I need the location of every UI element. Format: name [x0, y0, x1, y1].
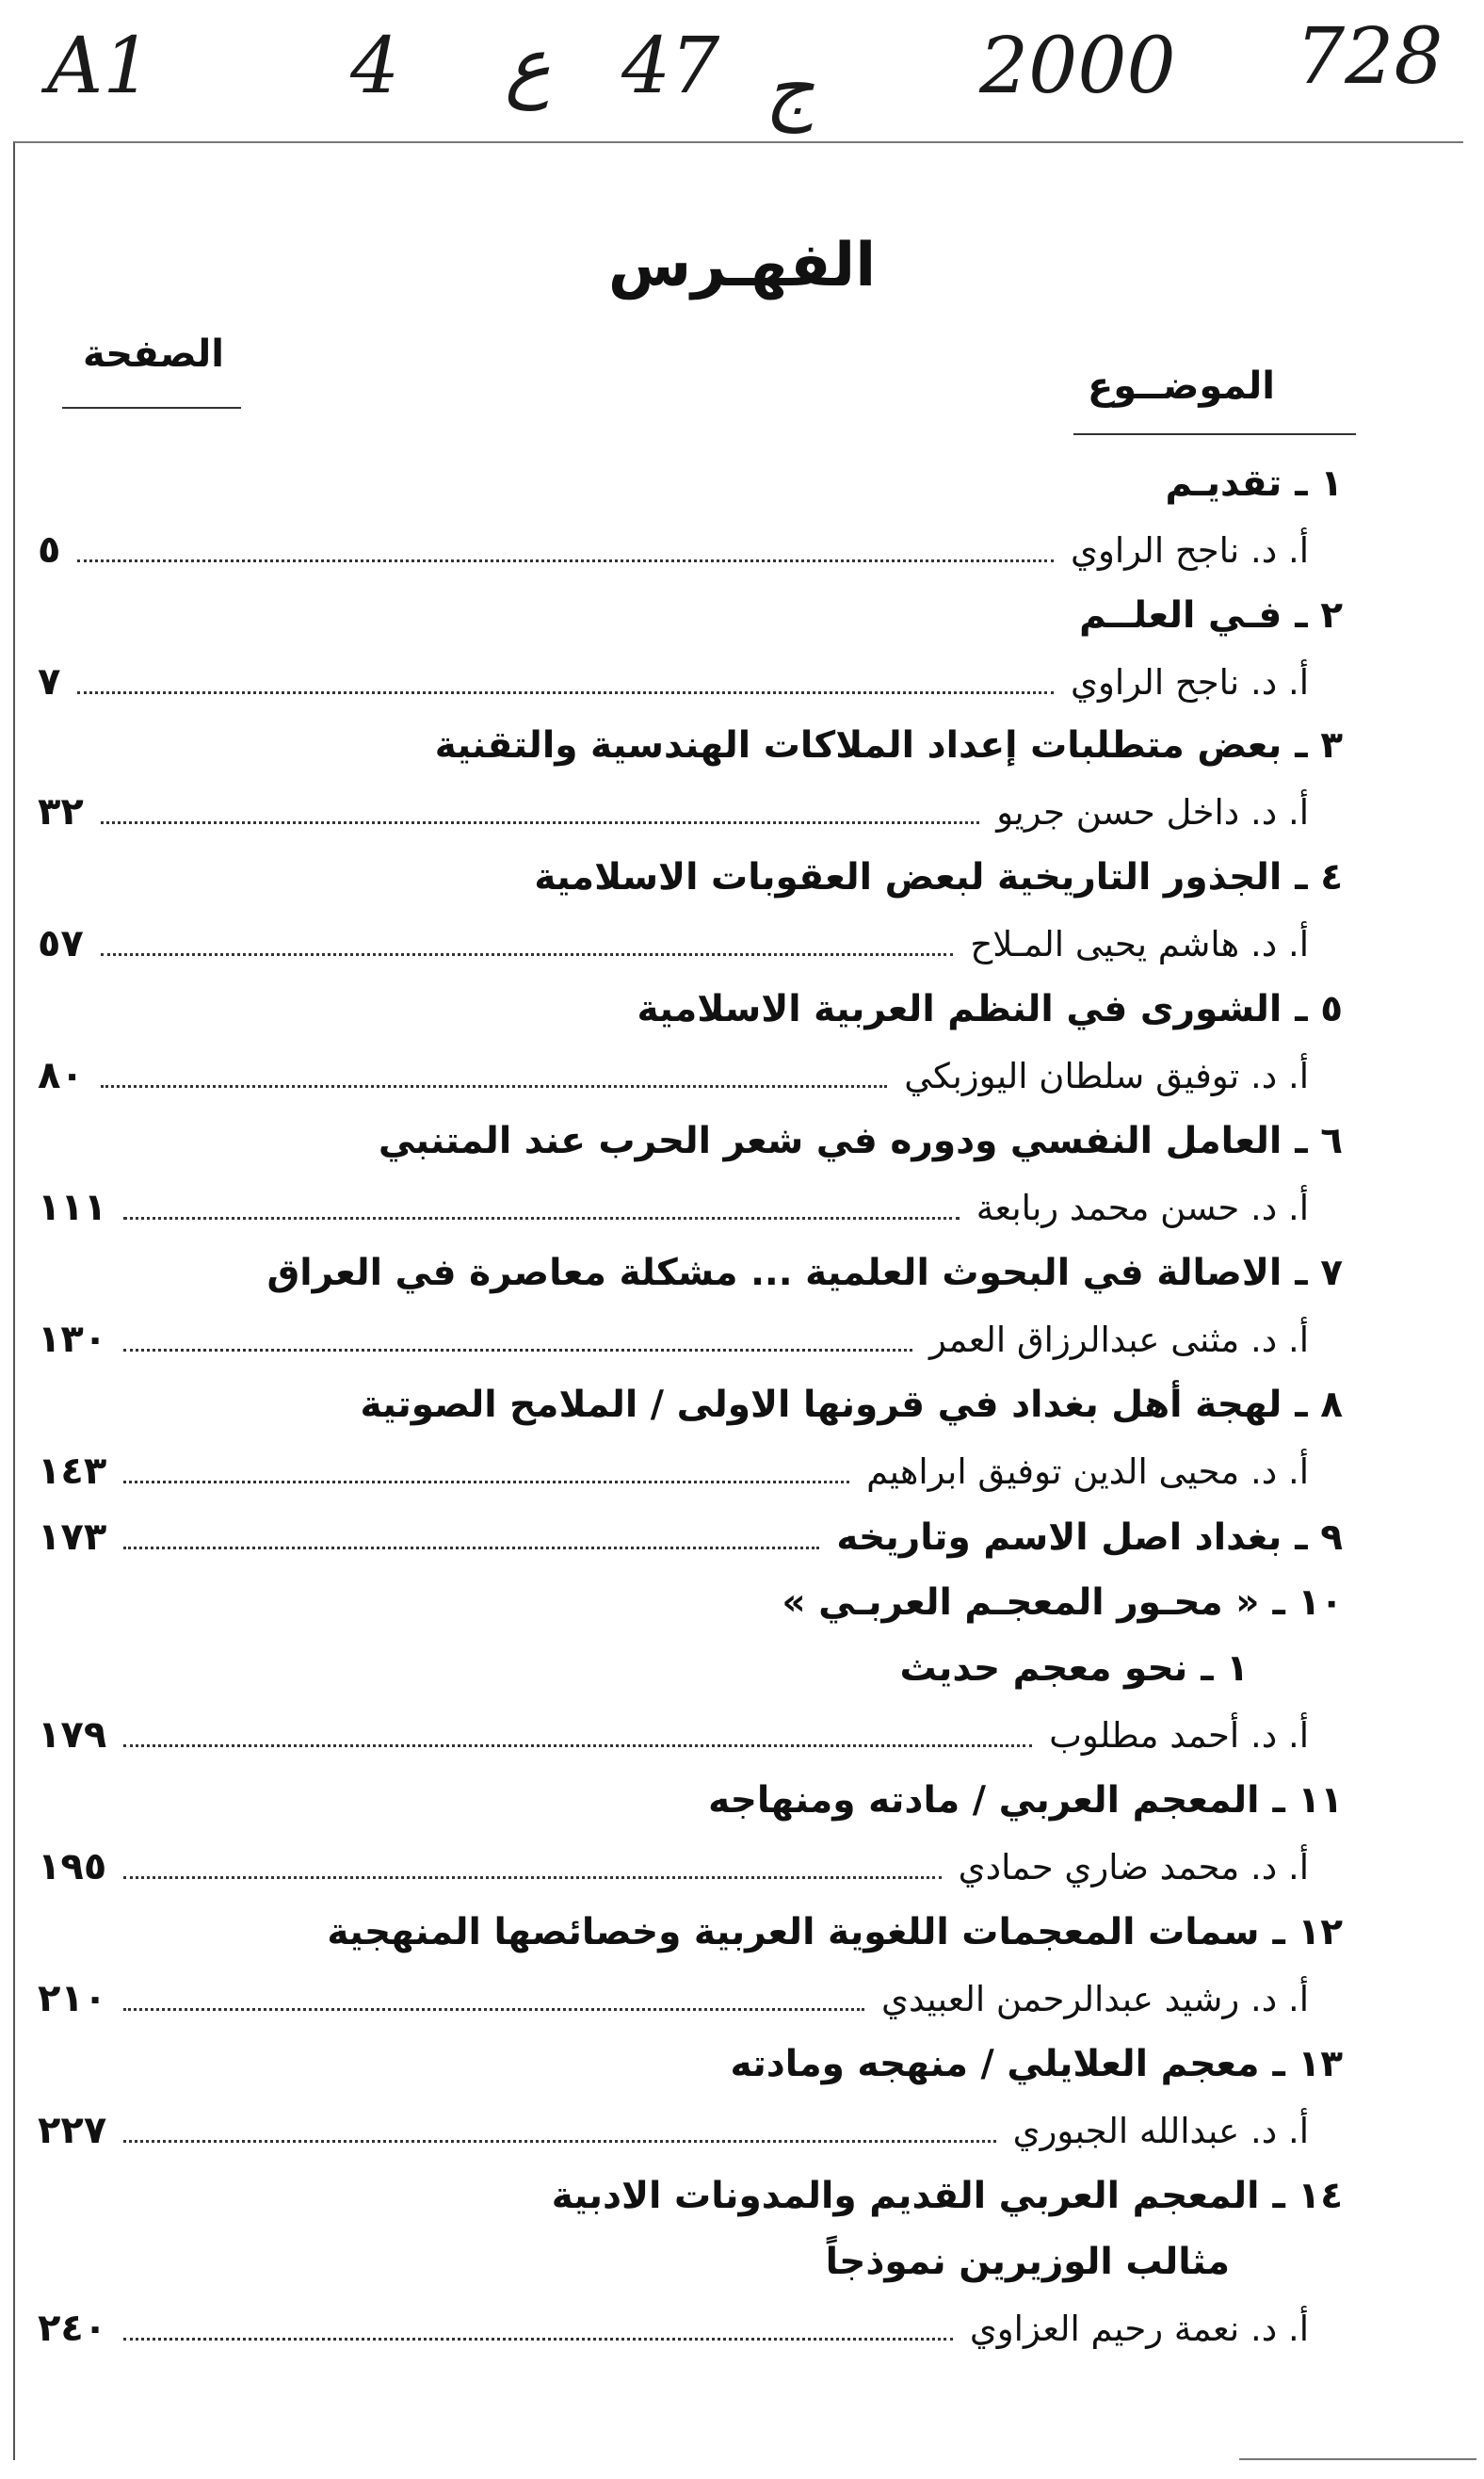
entry-title: سمات المعجمات اللغوية العربية وخصائصها المنهجية	[327, 1911, 1260, 1953]
toc-entry	[38, 712, 1343, 780]
entry-page: ٢٤٠	[38, 2307, 107, 2350]
dot-leader	[123, 1976, 864, 2011]
entry-number: ١٣ ـ	[1272, 2043, 1343, 2085]
entry-author: أ. د. داخل حسن جريو	[996, 792, 1309, 833]
entry-author: أ. د. محيى الدين توفيق ابراهيم	[866, 1451, 1309, 1492]
entry-number: ٧ ـ	[1295, 1252, 1343, 1294]
entry-author: أ. د. نعمة رحيم العزاوي	[969, 2309, 1309, 2349]
toc-subentry	[38, 1635, 1249, 1703]
entry-number: ٨ ـ	[1295, 1384, 1343, 1426]
entry-page: ١٤٣	[38, 1450, 107, 1493]
dot-leader	[123, 1185, 959, 1220]
dot-leader	[77, 527, 1054, 562]
entry-number: ١ ـ	[1201, 1647, 1249, 1690]
toc-entry-continuation	[38, 2228, 1230, 2296]
toc-author-line	[38, 1701, 1343, 1769]
entry-title: نحو معجم حديث	[899, 1647, 1188, 1690]
entry-author: أ. د. هاشم يحيى المـلاح	[970, 924, 1309, 964]
toc-entry	[38, 450, 1343, 518]
toc-author-line	[38, 910, 1343, 978]
column-header-page: الصفحة	[83, 332, 225, 376]
entry-page: ٢٢٧	[38, 2109, 107, 2152]
entry-page: ١٧٩	[38, 1713, 107, 1757]
entry-title: مثالب الوزيرين نموذجاً	[825, 2241, 1230, 2283]
handwritten-number: 728	[1296, 12, 1444, 102]
toc-author-line	[38, 1305, 1343, 1373]
dot-leader	[123, 2108, 995, 2143]
dot-leader	[101, 921, 954, 956]
toc-author-line	[38, 1965, 1343, 2033]
dot-leader	[123, 1449, 849, 1483]
entry-page: ١٧٣	[38, 1515, 107, 1559]
dot-leader	[77, 659, 1054, 694]
entry-author: أ. د. أحمد مطلوب	[1049, 1715, 1309, 1756]
toc-entry	[38, 2031, 1343, 2098]
dot-leader	[101, 1053, 887, 1088]
dot-leader	[123, 1712, 1032, 1747]
entry-title: الشورى في النظم العربية الاسلامية	[637, 988, 1282, 1030]
dot-leader	[123, 1515, 819, 1549]
handwritten-code: ج	[765, 44, 815, 134]
entry-number: ١٢ ـ	[1272, 1911, 1343, 1953]
divider	[62, 407, 241, 409]
entry-number: ١٠ ـ	[1272, 1581, 1343, 1624]
entry-title: المعجم العربي / مادته ومنهاجه	[708, 1779, 1260, 1822]
entry-number: ٣ ـ	[1295, 724, 1343, 767]
toc-author-line	[38, 778, 1343, 846]
toc-entry	[38, 2163, 1343, 2230]
handwritten-code: A1	[47, 22, 153, 111]
dot-leader	[123, 2306, 953, 2341]
entry-author: أ. د. ناجح الراوي	[1071, 530, 1309, 571]
entry-page: ٨٠	[38, 1054, 84, 1097]
toc-author-line	[38, 2097, 1343, 2164]
toc-author-line	[38, 1437, 1343, 1505]
entry-number: ٤ ـ	[1295, 856, 1343, 899]
toc-author-line	[38, 2294, 1343, 2362]
toc-entry	[38, 1569, 1343, 1637]
toc-entry	[38, 582, 1343, 650]
toc-entry	[38, 844, 1343, 912]
entry-number: ١١ ـ	[1272, 1779, 1343, 1822]
entry-title: لهجة أهل بغداد في قرونها الاولى / الملامح الصوتية	[360, 1384, 1282, 1426]
entry-author: أ. د. ناجح الراوي	[1071, 662, 1309, 703]
toc-author-line	[38, 1042, 1343, 1110]
entry-title: بغداد اصل الاسم وتاريخه	[836, 1516, 1282, 1559]
entry-title: بعض متطلبات إعداد الملاكات الهندسية والتقنية	[434, 724, 1282, 767]
toc-author-line	[38, 648, 1343, 716]
entry-author: أ. د. عبدالله الجبوري	[1012, 2111, 1309, 2151]
entry-page: ٢١٠	[38, 1977, 107, 2020]
entry-page: ٥	[38, 528, 61, 572]
toc-author-line	[38, 1174, 1343, 1241]
entry-author: أ. د. رشيد عبدالرحمن العبيدي	[881, 1979, 1309, 2019]
toc-entry	[38, 1899, 1343, 1967]
entry-number: ٩ ـ	[1295, 1516, 1343, 1559]
handwritten-code: 4	[350, 22, 400, 111]
entry-title: المعجم العربي القديم والمدونات الادبية	[551, 2175, 1260, 2217]
toc-author-line	[38, 516, 1343, 584]
toc-author-line	[38, 1833, 1343, 1901]
entry-title: الجذور التاريخية لبعض العقوبات الاسلامية	[534, 856, 1282, 899]
toc-entry	[38, 1767, 1343, 1835]
toc-entry	[38, 1108, 1343, 1175]
divider	[1073, 433, 1356, 435]
entry-author: أ. د. حسن محمد ربابعة	[976, 1188, 1309, 1228]
dot-leader	[101, 789, 979, 824]
entry-title: تقديـم	[1165, 462, 1282, 505]
toc-entry	[38, 1240, 1343, 1307]
entry-number: ١ ـ	[1295, 462, 1343, 505]
entry-number: ٢ ـ	[1295, 594, 1343, 637]
entry-page: ٥٧	[38, 922, 84, 965]
entry-number: ١٤ ـ	[1272, 2175, 1343, 2217]
entry-title: فـي العلــم	[1079, 594, 1282, 637]
dot-leader	[123, 1844, 941, 1879]
entry-title: العامل النفسي ودوره في شعر الحرب عند المتنبي	[378, 1120, 1282, 1162]
entry-title: « محـور المعجـم العربـي »	[782, 1581, 1260, 1624]
entry-title: معجم العلايلي / منهجه ومادته	[730, 2043, 1260, 2085]
entry-author: أ. د. توفيق سلطان اليوزبكي	[904, 1056, 1309, 1096]
entry-author: أ. د. محمد ضاري حمادي	[958, 1847, 1309, 1888]
entry-page: ١٩٥	[38, 1845, 107, 1888]
entry-page: ٧	[38, 660, 61, 704]
entry-page: ٣٢	[38, 790, 84, 834]
handwritten-code: 47	[621, 22, 720, 111]
handwritten-year: 2000	[979, 22, 1176, 111]
dot-leader	[123, 1317, 912, 1352]
toc-entry	[38, 1371, 1343, 1439]
entry-author: أ. د. مثنى عبدالرزاق العمر	[928, 1320, 1309, 1360]
entry-number: ٦ ـ	[1295, 1120, 1343, 1162]
toc-entry	[38, 976, 1343, 1044]
entry-page: ١١١	[38, 1186, 107, 1229]
entry-title: الاصالة في البحوث العلمية ... مشكلة معاصرة في العراق	[266, 1252, 1282, 1294]
column-header-topic: الموضــوع	[1087, 365, 1275, 408]
entry-page: ١٣٠	[38, 1318, 107, 1361]
handwritten-code: ع	[505, 22, 551, 111]
toc-entry	[38, 1503, 1343, 1571]
page-title: الفهـرس	[607, 231, 877, 300]
entry-number: ٥ ـ	[1295, 988, 1343, 1030]
